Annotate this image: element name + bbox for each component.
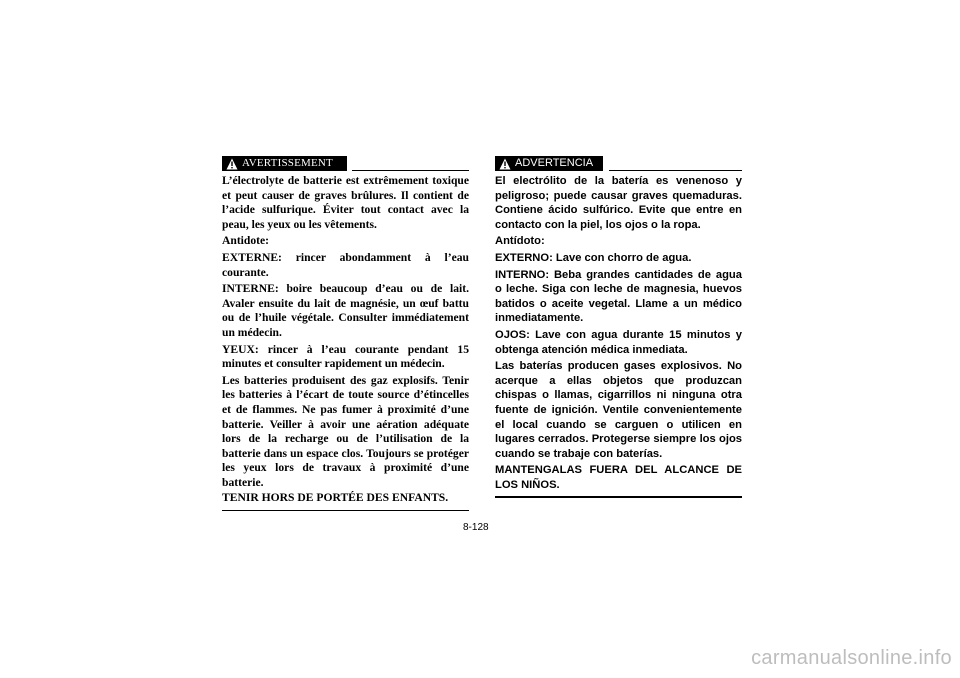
paragraph: L’électrolyte de batterie est extrêmement toxique et peut causer de graves brûlures. Il contient de l’acide sulfurique. Éviter tout contact avec la peau, les yeux ou les vêtements. (222, 174, 469, 231)
warning-label: ADVERTENCIA (515, 157, 594, 170)
paragraph: TENIR HORS DE PORTÉE DES ENFANTS. (222, 491, 449, 505)
spanish-warning-block (495, 156, 742, 498)
paragraph: Antídoto: (495, 235, 545, 248)
header-rule (609, 170, 742, 171)
warning-header (495, 156, 742, 174)
warning-triangle-icon (226, 158, 238, 170)
warning-badge (495, 156, 603, 171)
end-rule (495, 496, 742, 497)
paragraph: Antidote: (222, 234, 270, 248)
paragraph: MANTENGALAS FUERA DEL ALCANCE DE LOS NIÑOS. (495, 464, 742, 491)
paragraph: OJOS: Lave con agua durante 15 minutos y obtenga atención médica inmediata. (495, 328, 742, 356)
warning-badge (222, 156, 347, 171)
warning-triangle-icon (499, 158, 511, 170)
paragraph: INTERNO: Beba grandes cantidades de agua o leche. Siga con leche de magnesia, huevos batidos o aceite vegetal. Llame a un médico inmediatamente. (495, 268, 742, 325)
paragraph: EXTERNE: rincer abondamment à l’eau courante. (222, 250, 469, 279)
warning-label: AVERTISSEMENT (242, 157, 333, 170)
page-number: 8-128 (463, 522, 489, 533)
warning-body (222, 174, 469, 506)
paragraph: YEUX: rincer à l’eau courante pendant 15 minutes et consulter rapidement un médecin. (222, 342, 469, 371)
paragraph: EXTERNO: Lave con chorro de agua. (495, 251, 692, 264)
warning-header (222, 156, 469, 174)
paragraph: Las baterías producen gases explosivos. No acerque a ellas objetos que produzcan chispas o llamas, cigarrillos ni ninguna otra fuente de ignición. Ventile convenientemente el local cuando se carguen o utilicen en lugares cerrados. Protegerse siempre los ojos cuando se trabaje con baterías. (495, 360, 742, 460)
french-warning-block (222, 156, 469, 511)
header-rule (352, 170, 469, 171)
end-rule (222, 510, 469, 511)
paragraph: El electrólito de la batería es venenoso y peligroso; puede causar graves quemaduras. Contiene ácido sulfúrico. Evite que entre en contacto con la piel, los ojos o la ropa. (495, 175, 742, 231)
watermark: carmanualsonline.info (751, 647, 952, 669)
paragraph: INTERNE: boire beaucoup d’eau ou de lait. Avaler ensuite du lait de magnésie, un œuf battu ou de l’huile végétale. Consulter immédiatement un médecin. (222, 282, 469, 339)
paragraph: Les batteries produisent des gaz explosifs. Tenir les batteries à l’écart de toute source d’étincelles et de flammes. Ne pas fumer à proximité d’une batterie. Veiller à avoir une aération adéquate lors de la recharge ou de l’utilisation de la batterie dans un espace clos. Toujours se protéger les yeux lors de travaux à proximité d’une batterie. (222, 373, 469, 489)
warning-body (495, 174, 742, 492)
